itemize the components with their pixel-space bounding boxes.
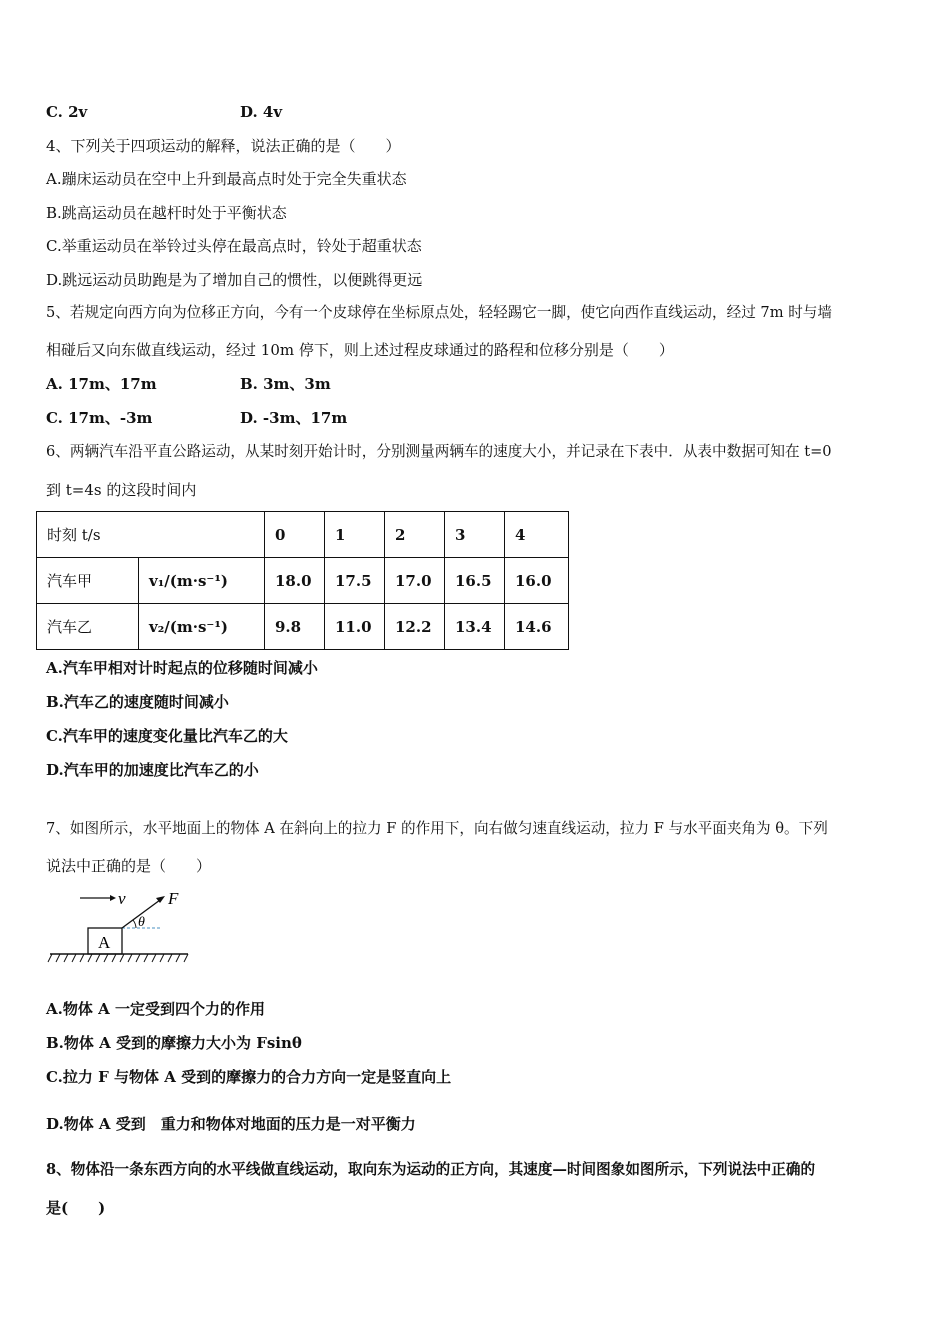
table-row-car-b (37, 604, 569, 650)
time-cell: 0 (265, 512, 325, 558)
speed-table (36, 511, 569, 650)
angle-arc (133, 920, 136, 928)
time-cell: 2 (385, 512, 445, 558)
table-row-car-a (37, 558, 569, 604)
time-cell: 4 (505, 512, 569, 558)
q6-option-b: B.汽车乙的速度随时间减小 (46, 693, 229, 711)
q8-stem-line1: 8、物体沿一条东西方向的水平线做直线运动，取向东为运动的正方向，其速度—时间图象如图所示，下列说法中正确的 (46, 1161, 816, 1178)
q6-stem-line2: 到 t=4s 的这段时间内 (46, 481, 197, 499)
q5-option-c: C. 17m、-3m (46, 409, 153, 427)
car-a-value: 16.5 (445, 558, 505, 604)
car-b-value: 11.0 (325, 604, 385, 650)
car-b-value: 12.2 (385, 604, 445, 650)
q7-option-a: A.物体 A 一定受到四个力的作用 (46, 1000, 265, 1018)
car-a-value: 18.0 (265, 558, 325, 604)
q7-option-b: B.物体 A 受到的摩擦力大小为 Fsinθ (46, 1034, 302, 1052)
q4-option-a: A.蹦床运动员在空中上升到最高点时处于完全失重状态 (46, 170, 407, 188)
force-diagram (44, 886, 194, 968)
table-row-time (37, 512, 569, 558)
velocity-arrowhead (110, 895, 116, 901)
q7-stem-line1: 7、如图所示，水平地面上的物体 A 在斜向上的拉力 F 的作用下，向右做匀速直线运动，拉力 F 与水平面夹角为 θ。下列 (46, 820, 828, 837)
force-label: F (168, 889, 179, 908)
q5-option-d: D. -3m、17m (240, 409, 348, 427)
car-b-unit: v₂/(m·s⁻¹) (139, 604, 265, 650)
q4-option-c: C.举重运动员在举铃过头停在最高点时，铃处于超重状态 (46, 237, 422, 255)
car-b-value: 14.6 (505, 604, 569, 650)
car-a-name: 汽车甲 (37, 558, 139, 604)
q5-option-a: A. 17m、17m (46, 375, 157, 393)
q6-stem-line1: 6、两辆汽车沿平直公路运动，从某时刻开始计时，分别测量两辆车的速度大小，并记录在下表中．从表中数据可知在 t=0 (46, 443, 832, 460)
angle-label: θ (138, 915, 145, 930)
q4-stem: 4、下列关于四项运动的解释，说法正确的是（ ） (46, 137, 401, 155)
time-cell: 1 (325, 512, 385, 558)
q3-option-d: D. 4v (240, 103, 283, 121)
q8-stem-line2: 是( ) (46, 1199, 106, 1217)
q5-stem-line2: 相碰后又向东做直线运动，经过 10m 停下，则上述过程皮球通过的路程和位移分别是（ ） (46, 341, 674, 359)
q7-stem-line2: 说法中正确的是（ ） (46, 857, 212, 875)
q5-option-b: B. 3m、3m (240, 375, 331, 393)
car-b-value: 9.8 (265, 604, 325, 650)
car-a-value: 17.0 (385, 558, 445, 604)
car-b-value: 13.4 (445, 604, 505, 650)
q3-option-c: C. 2v (46, 103, 88, 121)
car-b-name: 汽车乙 (37, 604, 139, 650)
time-header-cell: 时刻 t/s (37, 512, 265, 558)
q6-option-a: A.汽车甲相对计时起点的位移随时间减小 (46, 659, 318, 677)
car-a-value: 17.5 (325, 558, 385, 604)
ground-hatching (48, 954, 188, 962)
q4-option-d: D.跳远运动员助跑是为了增加自己的惯性，以便跳得更远 (46, 271, 423, 289)
q7-option-d: D.物体 A 受到 重力和物体对地面的压力是一对平衡力 (46, 1115, 416, 1133)
car-a-unit: v₁/(m·s⁻¹) (139, 558, 265, 604)
q5-stem-line1: 5、若规定向西方向为位移正方向，今有一个皮球停在坐标原点处，轻轻踢它一脚，使它向西作直线运动，经过 7m 时与墙 (46, 304, 832, 321)
q7-option-c: C.拉力 F 与物体 A 受到的摩擦力的合力方向一定是竖直向上 (46, 1068, 452, 1086)
velocity-label: v (118, 889, 126, 908)
q4-option-b: B.跳高运动员在越杆时处于平衡状态 (46, 204, 287, 222)
time-cell: 3 (445, 512, 505, 558)
block-a-label: A (98, 933, 111, 952)
q6-option-d: D.汽车甲的加速度比汽车乙的小 (46, 761, 259, 779)
car-a-value: 16.0 (505, 558, 569, 604)
q6-option-c: C.汽车甲的速度变化量比汽车乙的大 (46, 727, 288, 745)
